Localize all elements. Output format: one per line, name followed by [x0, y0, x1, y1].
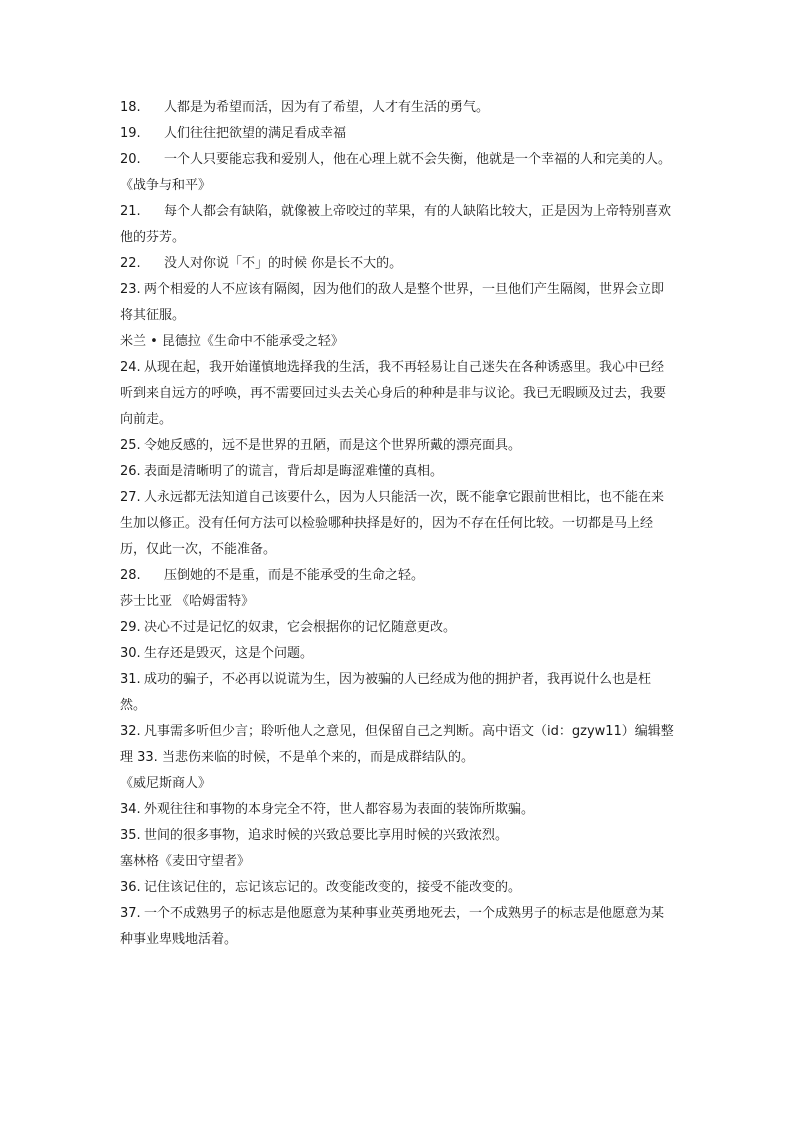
- quote-number: 23.: [120, 282, 141, 297]
- quote-text: 世间的很多事物，追求时候的兴致总要比享用时候的兴致浓烈。: [144, 828, 509, 843]
- quote-text: 一个人只要能忘我和爱别人，他在心理上就不会失衡，他就是一个幸福的人和完美的人。: [164, 152, 672, 167]
- section-heading: 《战争与和平》: [120, 178, 212, 193]
- quote-text: 表面是清晰明了的谎言，背后却是晦涩难懂的真相。: [144, 464, 444, 479]
- quote-number: 29.: [120, 620, 141, 635]
- quote-number: 24.: [120, 360, 141, 375]
- quote-item: [120, 615, 676, 641]
- section-heading: 《威尼斯商人》: [120, 776, 212, 791]
- quote-item: [120, 147, 676, 173]
- quote-number: 22.: [120, 256, 141, 271]
- quote-item: [120, 667, 676, 719]
- quote-text: 凡事需多听但少言；聆听他人之意见，但保留自己之判断。高中语文（id：gzyw11）编辑整理 33. 当悲伤来临的时候，不是单个来的，而是成群结队的。: [120, 724, 674, 765]
- quote-number: 37.: [120, 906, 141, 921]
- quote-number: 32.: [120, 724, 141, 739]
- quote-item: [120, 355, 676, 433]
- quote-text: 令她反感的，远不是世界的丑陋，而是这个世界所戴的漂亮面具。: [144, 438, 522, 453]
- quote-text: 两个相爱的人不应该有隔阂，因为他们的敌人是整个世界，一旦他们产生隔阂，世界会立即将其征服。: [120, 282, 665, 323]
- section-heading: 米兰 • 昆德拉《生命中不能承受之轻》: [120, 334, 344, 349]
- section-heading: 塞林格《麦田守望者》: [120, 854, 251, 869]
- quote-number: 35.: [120, 828, 141, 843]
- quote-item: [120, 459, 676, 485]
- quote-item: [120, 121, 676, 147]
- quote-text: 从现在起，我开始谨慎地选择我的生活，我不再轻易让自己迷失在各种诱惑里。我心中已经听到来自远方的呼唤，再不需要回过头去关心身后的种种是非与议论。我已无暇顾及过去，我要向前走。: [120, 360, 667, 427]
- quote-text: 生存还是毁灭，这是个问题。: [144, 646, 314, 661]
- quote-item: [120, 277, 676, 329]
- quote-text: 人们往往把欲望的满足看成幸福: [164, 126, 347, 141]
- quote-text: 人永远都无法知道自己该要什么，因为人只能活一次，既不能拿它跟前世相比，也不能在来生加以修正。没有任何方法可以检验哪种抉择是好的，因为不存在任何比较。一切都是马上经历，仅此一次，不能准备。: [120, 490, 665, 557]
- quote-text: 外观往往和事物的本身完全不符，世人都容易为表面的装饰所欺骗。: [144, 802, 535, 817]
- quote-item: [120, 797, 676, 823]
- quote-item: [120, 199, 676, 251]
- quote-text: 一个不成熟男子的标志是他愿意为某种事业英勇地死去，一个成熟男子的标志是他愿意为某种事业卑贱地活着。: [120, 906, 665, 947]
- quote-text: 成功的骗子，不必再以说谎为生，因为被骗的人已经成为他的拥护者，我再说什么也是枉然。: [120, 672, 652, 713]
- quote-text: 决心不过是记忆的奴隶，它会根据你的记忆随意更改。: [144, 620, 457, 635]
- quote-item: [120, 823, 676, 849]
- quote-item: [120, 433, 676, 459]
- quote-text: 压倒她的不是重，而是不能承受的生命之轻。: [164, 568, 425, 583]
- quote-number: 19.: [120, 126, 141, 141]
- quote-text: 没人对你说「不」的时候 你是长不大的。: [164, 256, 403, 271]
- quote-number: 34.: [120, 802, 141, 817]
- quote-item: [120, 719, 676, 771]
- quote-item: [120, 901, 676, 953]
- quote-number: 36.: [120, 880, 141, 895]
- quote-number: 18.: [120, 100, 141, 115]
- section-heading: 莎士比亚 《哈姆雷特》: [120, 594, 255, 609]
- quote-text: 人都是为希望而活，因为有了希望，人才有生活的勇气。: [164, 100, 490, 115]
- quote-number: 20.: [120, 152, 141, 167]
- quote-item: [120, 485, 676, 563]
- quote-item: [120, 875, 676, 901]
- quote-item: [120, 251, 676, 277]
- quote-number: 25.: [120, 438, 141, 453]
- quote-item: [120, 641, 676, 667]
- quote-item: [120, 95, 676, 121]
- quote-text: 记住该记住的，忘记该忘记的。改变能改变的，接受不能改变的。: [144, 880, 522, 895]
- quote-number: 27.: [120, 490, 141, 505]
- quote-number: 31.: [120, 672, 141, 687]
- quote-text: 每个人都会有缺陷，就像被上帝咬过的苹果，有的人缺陷比较大，正是因为上帝特别喜欢他的芬芳。: [120, 204, 672, 245]
- quote-number: 28.: [120, 568, 141, 583]
- quote-item: [120, 563, 676, 589]
- quote-number: 21.: [120, 204, 141, 219]
- quote-number: 30.: [120, 646, 141, 661]
- quote-number: 26.: [120, 464, 141, 479]
